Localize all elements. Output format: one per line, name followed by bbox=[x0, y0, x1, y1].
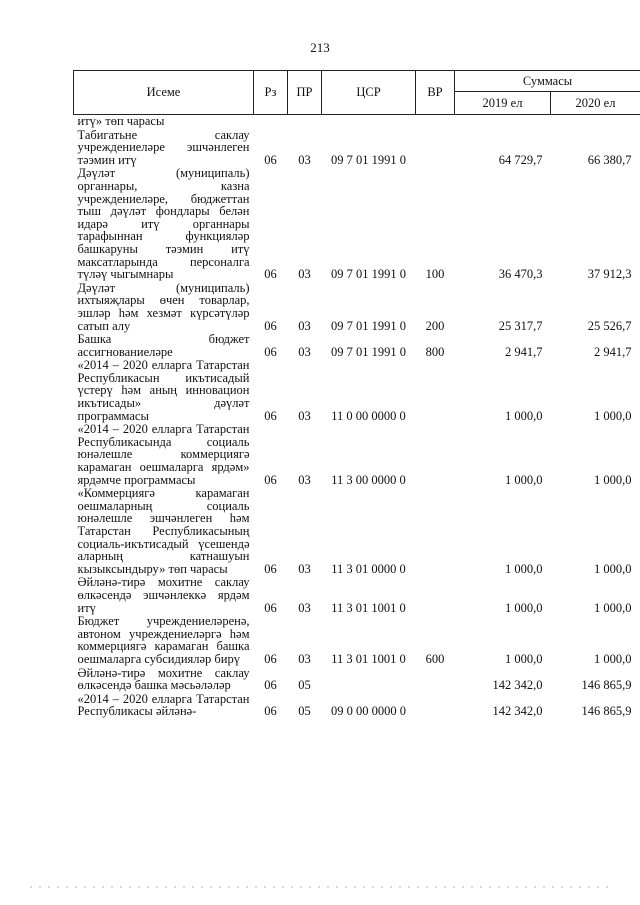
cell-y2020: 1 000,0 bbox=[594, 651, 632, 666]
header-rz: Рз bbox=[254, 71, 288, 115]
cell-name: «Коммерциягә карамаган оешмаларның социаль юнәлешле эшчәнлеген һәм Татарстан Республикасының социаль-икътисадый үсешендә аларның катнашуын кызыксындыру» төп чарасы bbox=[77, 486, 250, 576]
table-row bbox=[74, 576, 640, 615]
cell-name: Бюджет учреждениеләренә, автоном учреждениеләргә һәм коммерциягә карамаган башка оешмаларга субсидияләр бирү bbox=[77, 614, 250, 666]
cell-vr: 100 bbox=[425, 267, 445, 282]
cell-vr bbox=[416, 693, 455, 719]
cell-pr bbox=[288, 115, 322, 129]
cell-name: «2014 – 2020 елларга Татарстан Республикасы әйләнә- bbox=[77, 691, 250, 719]
cell-y2019: 2 941,7 bbox=[505, 344, 543, 359]
cell-name: Табигатьне саклау учреждениеләре эшчәнлеген тәэмин итү bbox=[77, 127, 250, 167]
cell-pr: 03 bbox=[298, 267, 311, 282]
cell-name: Әйләнә-тирә мохитне саклау өлкәсендә эшчәнлеккә ярдәм итү bbox=[77, 575, 250, 615]
cell-csr: 09 7 01 1991 0 bbox=[331, 344, 406, 359]
cell-vr bbox=[416, 667, 455, 693]
cell-pr: 05 bbox=[298, 704, 311, 719]
cell-y2020: 66 380,7 bbox=[587, 152, 632, 167]
cell-y2020 bbox=[551, 115, 640, 129]
cell-y2020: 37 912,3 bbox=[587, 267, 632, 282]
header-pr: ПР bbox=[288, 71, 322, 115]
cell-y2019: 142 342,0 bbox=[492, 678, 543, 693]
cell-y2020: 1 000,0 bbox=[594, 600, 632, 615]
cell-csr: 09 7 01 1991 0 bbox=[331, 152, 406, 167]
table-row bbox=[74, 129, 640, 168]
cell-vr: 800 bbox=[425, 344, 445, 359]
cell-vr bbox=[416, 576, 455, 615]
header-sums: Суммасы bbox=[455, 71, 640, 92]
table-row bbox=[74, 115, 640, 129]
cell-y2020: 146 865,9 bbox=[581, 678, 632, 693]
budget-table bbox=[73, 70, 640, 719]
cell-vr: 200 bbox=[425, 318, 445, 333]
table-row bbox=[74, 615, 640, 666]
cell-vr bbox=[416, 115, 455, 129]
cell-csr: 11 0 00 0000 0 bbox=[331, 408, 406, 423]
cell-y2019: 25 317,7 bbox=[498, 318, 543, 333]
cell-csr bbox=[322, 667, 416, 693]
cell-pr: 03 bbox=[298, 651, 311, 666]
cell-y2019 bbox=[455, 115, 551, 129]
cell-csr: 11 3 01 0000 0 bbox=[331, 561, 406, 576]
table-row bbox=[74, 693, 640, 719]
cell-rz: 06 bbox=[264, 600, 277, 615]
cell-y2020: 1 000,0 bbox=[594, 408, 632, 423]
cell-y2020: 146 865,9 bbox=[581, 704, 632, 719]
cell-csr: 11 3 00 0000 0 bbox=[331, 472, 406, 487]
cell-rz: 06 bbox=[264, 704, 277, 719]
cell-rz: 06 bbox=[264, 561, 277, 576]
cell-y2019: 1 000,0 bbox=[505, 408, 543, 423]
cell-y2019: 142 342,0 bbox=[492, 704, 543, 719]
table-row bbox=[74, 282, 640, 333]
table-body bbox=[74, 115, 640, 719]
cell-rz: 06 bbox=[264, 344, 277, 359]
cell-vr bbox=[416, 423, 455, 487]
header-name: Исеме bbox=[74, 71, 254, 115]
cell-y2020: 1 000,0 bbox=[594, 561, 632, 576]
cell-name: Дәүләт (муниципаль) ихтыяҗлары өчен товарлар, эшләр һәм хезмәт күрсәтүләр сатып алу bbox=[77, 280, 250, 333]
header-vr: ВР bbox=[416, 71, 455, 115]
cell-csr: 09 7 01 1991 0 bbox=[331, 267, 406, 282]
cell-vr bbox=[416, 487, 455, 576]
table-row bbox=[74, 423, 640, 487]
cell-y2020: 2 941,7 bbox=[594, 344, 632, 359]
cell-vr bbox=[416, 359, 455, 423]
cell-pr: 03 bbox=[298, 561, 311, 576]
cell-name: Әйләнә-тирә мохитне саклау өлкәсендә башка мәсьәләләр bbox=[77, 665, 250, 693]
cell-y2019: 1 000,0 bbox=[505, 600, 543, 615]
cell-rz: 06 bbox=[264, 267, 277, 282]
cell-name: Дәүләт (муниципаль) органнары, казна учреждениеләре, бюджеттан тыш дәүләт фондлары белән идарә итү органнары тарафыннан функцияләр башкаруны тәэмин итү максатларында персоналга түләү чыгымнары bbox=[77, 166, 250, 282]
cell-pr: 03 bbox=[298, 344, 311, 359]
page-number: 213 bbox=[310, 40, 330, 55]
cell-csr bbox=[322, 115, 416, 129]
cell-csr: 09 7 01 1991 0 bbox=[331, 318, 406, 333]
cell-vr bbox=[416, 129, 455, 168]
cell-rz: 06 bbox=[264, 408, 277, 423]
cell-name: итү» төп чарасы bbox=[77, 114, 165, 128]
cell-y2019: 64 729,7 bbox=[498, 152, 543, 167]
cell-y2020: 25 526,7 bbox=[587, 318, 632, 333]
cell-csr: 11 3 01 1001 0 bbox=[331, 600, 406, 615]
cell-rz: 06 bbox=[264, 318, 277, 333]
cell-pr: 03 bbox=[298, 318, 311, 333]
cell-csr: 11 3 01 1001 0 bbox=[331, 651, 406, 666]
cell-rz: 06 bbox=[264, 152, 277, 167]
header-2019: 2019 ел bbox=[455, 92, 551, 115]
cell-pr: 03 bbox=[298, 152, 311, 167]
cell-y2019: 1 000,0 bbox=[505, 472, 543, 487]
cell-name: «2014 – 2020 елларга Татарстан Республикасында социаль юнәлешле коммерциягә карамаган оешмаларга ярдәм» ярдәмче программасы bbox=[77, 422, 250, 487]
cell-y2019: 1 000,0 bbox=[505, 561, 543, 576]
table-row bbox=[74, 487, 640, 576]
cell-y2019: 1 000,0 bbox=[505, 651, 543, 666]
cell-name: Башка бюджет ассигнованиеләре bbox=[77, 332, 250, 359]
cell-pr: 03 bbox=[298, 472, 311, 487]
scan-artifact bbox=[30, 886, 610, 888]
cell-csr: 09 0 00 0000 0 bbox=[331, 704, 406, 719]
cell-pr: 03 bbox=[298, 600, 311, 615]
table-row bbox=[74, 167, 640, 281]
cell-vr: 600 bbox=[425, 651, 445, 666]
cell-name: «2014 – 2020 елларга Татарстан Республикасын икътисадый үстерү һәм аның инновацион икътисады» дәүләт программасы bbox=[77, 358, 250, 423]
cell-pr: 03 bbox=[298, 408, 311, 423]
cell-pr: 05 bbox=[298, 678, 311, 693]
cell-rz bbox=[254, 115, 288, 129]
table-row bbox=[74, 359, 640, 423]
cell-rz: 06 bbox=[264, 678, 277, 693]
cell-rz: 06 bbox=[264, 472, 277, 487]
cell-y2020: 1 000,0 bbox=[594, 472, 632, 487]
header-csr: ЦСР bbox=[322, 71, 416, 115]
cell-y2019: 36 470,3 bbox=[498, 267, 543, 282]
table-header bbox=[74, 71, 640, 115]
table-row bbox=[74, 667, 640, 693]
cell-rz: 06 bbox=[264, 651, 277, 666]
table-row bbox=[74, 333, 640, 359]
header-2020: 2020 ел bbox=[551, 92, 640, 115]
